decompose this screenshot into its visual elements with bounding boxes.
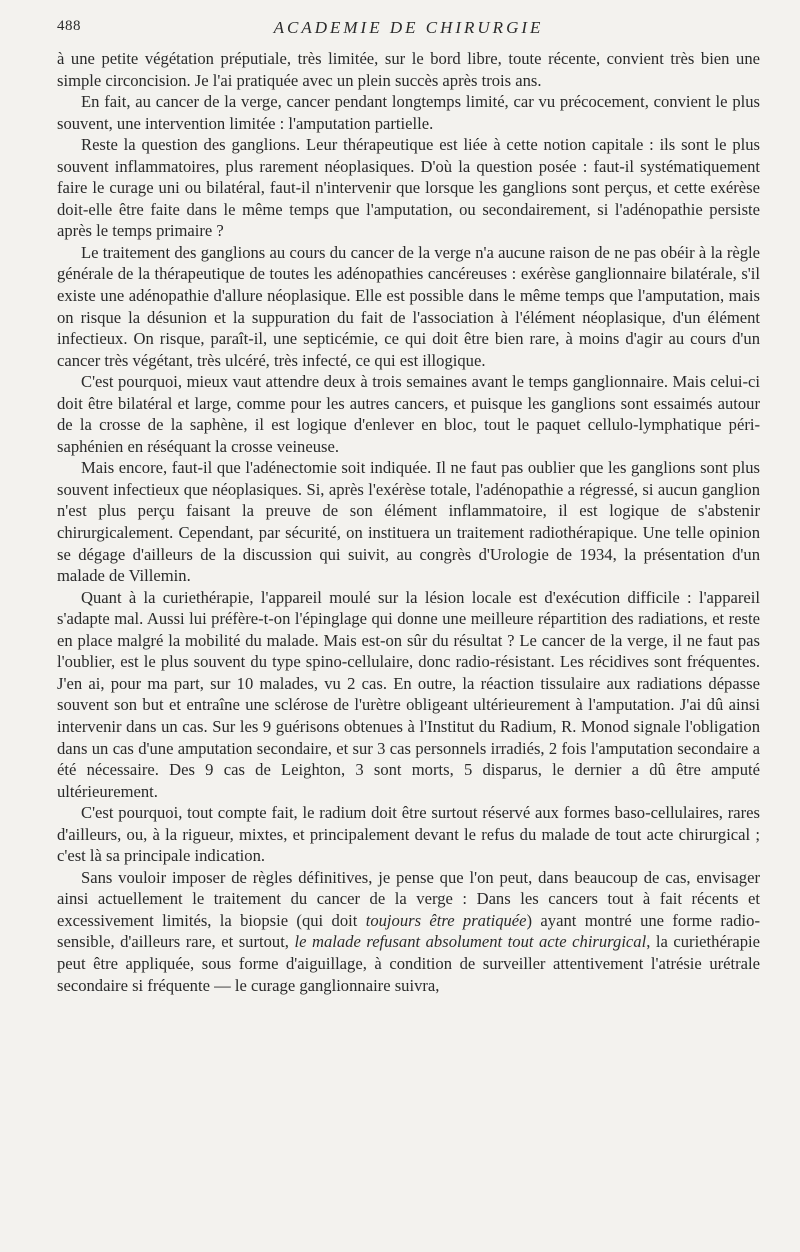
paragraph-9 bbox=[57, 867, 760, 996]
page-number: 488 bbox=[57, 18, 81, 34]
body-text bbox=[57, 48, 760, 996]
paragraph-3: Reste la question des ganglions. Leur thérapeutique est liée à cette notion capitale : ils sont le plus souvent inflammatoires, plus rarement néoplasiques. D'où la question posée : faut-il systématiquement faire le curage uni ou bilatéral, faut-il n'intervenir que lorsque les ganglions sont perçus, et cette exérèse doit-elle être faite dans le même temps que l'amputation, ou secondairement, si l'adénopathie persiste après le temps primaire ? bbox=[57, 135, 760, 241]
paragraph-9-text-2: ) ayant montré une forme radio-sensible, d'ailleurs rare, et surtout, bbox=[57, 910, 760, 952]
paragraph-5: C'est pourquoi, mieux vaut attendre deux à trois semaines avant le temps ganglionnaire. Mais celui-ci doit être bilatéral et large, comme pour les autres cancers, et puisque les ganglions sont essaimés autour de la crosse de la saphène, il est logique d'enlever en bloc, tout le paquet cellulo-lymphatique péri-saphénien en réséquant la crosse veineuse. bbox=[57, 372, 760, 456]
paragraph-6: Mais encore, faut-il que l'adénectomie soit indiquée. Il ne faut pas oublier que les ganglions sont plus souvent infectieux que néoplasiques. Si, après l'exérèse totale, l'adénopathie a régressé, si aucun ganglion n'est plus perçu faisant la preuve de son élément inflammatoire, il est logique de s'abstenir chirurgicalement. Cependant, par sécurité, on instituera un traitement radiothérapique. Une telle opinion se dégage d'ailleurs de la discussion qui suivit, au congrès d'Urologie de 1934, la présentation d'un malade de Villemin. bbox=[57, 458, 760, 586]
paragraph-9-italic-2: le malade refusant absolument tout acte chirurgical bbox=[294, 932, 647, 952]
paragraph-7: Quant à la curiethérapie, l'appareil moulé sur la lésion locale est d'exécution difficile : l'appareil s'adapte mal. Aussi lui préfère-t-on l'épinglage qui donne une meilleure répartition des radiations, et reste en place malgré la mobilité du malade. Mais est-on sûr du résultat ? Le cancer de la verge, il ne faut pas l'oublier, est le plus souvent du type spino-cellulaire, donc radio-résistant. Les récidives sont fréquentes. J'en ai, pour ma part, sur 10 malades, vu 2 cas. En outre, la réaction tissulaire aux radiations dépasse souvent son but et entraîne une sclérose de l'urètre obligeant ultérieurement à l'amputation. J'ai dû ainsi intervenir dans un cas. Sur les 9 guérisons obtenues à l'Institut du Radium, R. Monod signale l'obligation dans un cas d'une amputation secondaire, et sur 3 cas personnels irradiés, 2 fois l'amputation secondaire a été nécessaire. Des 9 cas de Leighton, 3 sont morts, 5 disparus, le dernier a dû être amputé ultérieurement. bbox=[57, 587, 760, 801]
paragraph-9-text-1: Sans vouloir imposer de règles définitives, je pense que l'on peut, dans beaucoup de cas, envisager ainsi actuellement le traitement du cancer de la verge : Dans les cancers tout à fait récents et excessivement limités, la biopsie (qui doit bbox=[57, 867, 760, 930]
paragraph-1: à une petite végétation préputiale, très limitée, sur le bord libre, toute récente, convient très bien une simple circoncision. Je l'ai pratiquée avec un plein succès après trois ans. bbox=[57, 49, 760, 90]
paragraph-4: Le traitement des ganglions au cours du cancer de la verge n'a aucune raison de ne pas obéir à la règle générale de la thérapeutique de toutes les adénopathies cancéreuses : exérèse ganglionnaire bilatérale, s'il existe une adénopathie d'allure néoplasique. Elle est possible dans le même temps que l'amputation, mais on risque la désunion et la suppuration du fait de l'association à l'élément néoplasique, d'un élément infectieux. On risque, paraît-il, une septicémie, ce qui doit être bien rare, à moins d'agir au cours d'un cancer très végétant, très ulcéré, très infecté, ce qui est illogique. bbox=[57, 242, 760, 370]
paragraph-9-text-3: , la curiethérapie peut être appliquée, sous forme d'aiguillage, à condition de surveiller attentivement l'atrésie urétrale secondaire si fréquente — le curage ganglionnaire suivra, bbox=[57, 932, 760, 995]
paragraph-9-italic-1: toujours être pratiquée bbox=[365, 910, 527, 930]
journal-title: ACADEMIE DE CHIRURGIE bbox=[273, 18, 544, 37]
running-head bbox=[57, 18, 760, 42]
paragraph-8: C'est pourquoi, tout compte fait, le radium doit être surtout réservé aux formes baso-cellulaires, rares d'ailleurs, ou, à la rigueur, mixtes, et principalement devant le refus du malade de tout acte chirurgical ; c'est là sa principale indication. bbox=[57, 803, 760, 866]
paragraph-2: En fait, au cancer de la verge, cancer pendant longtemps limité, car vu précocement, convient le plus souvent, une intervention limitée : l'amputation partielle. bbox=[57, 92, 760, 133]
